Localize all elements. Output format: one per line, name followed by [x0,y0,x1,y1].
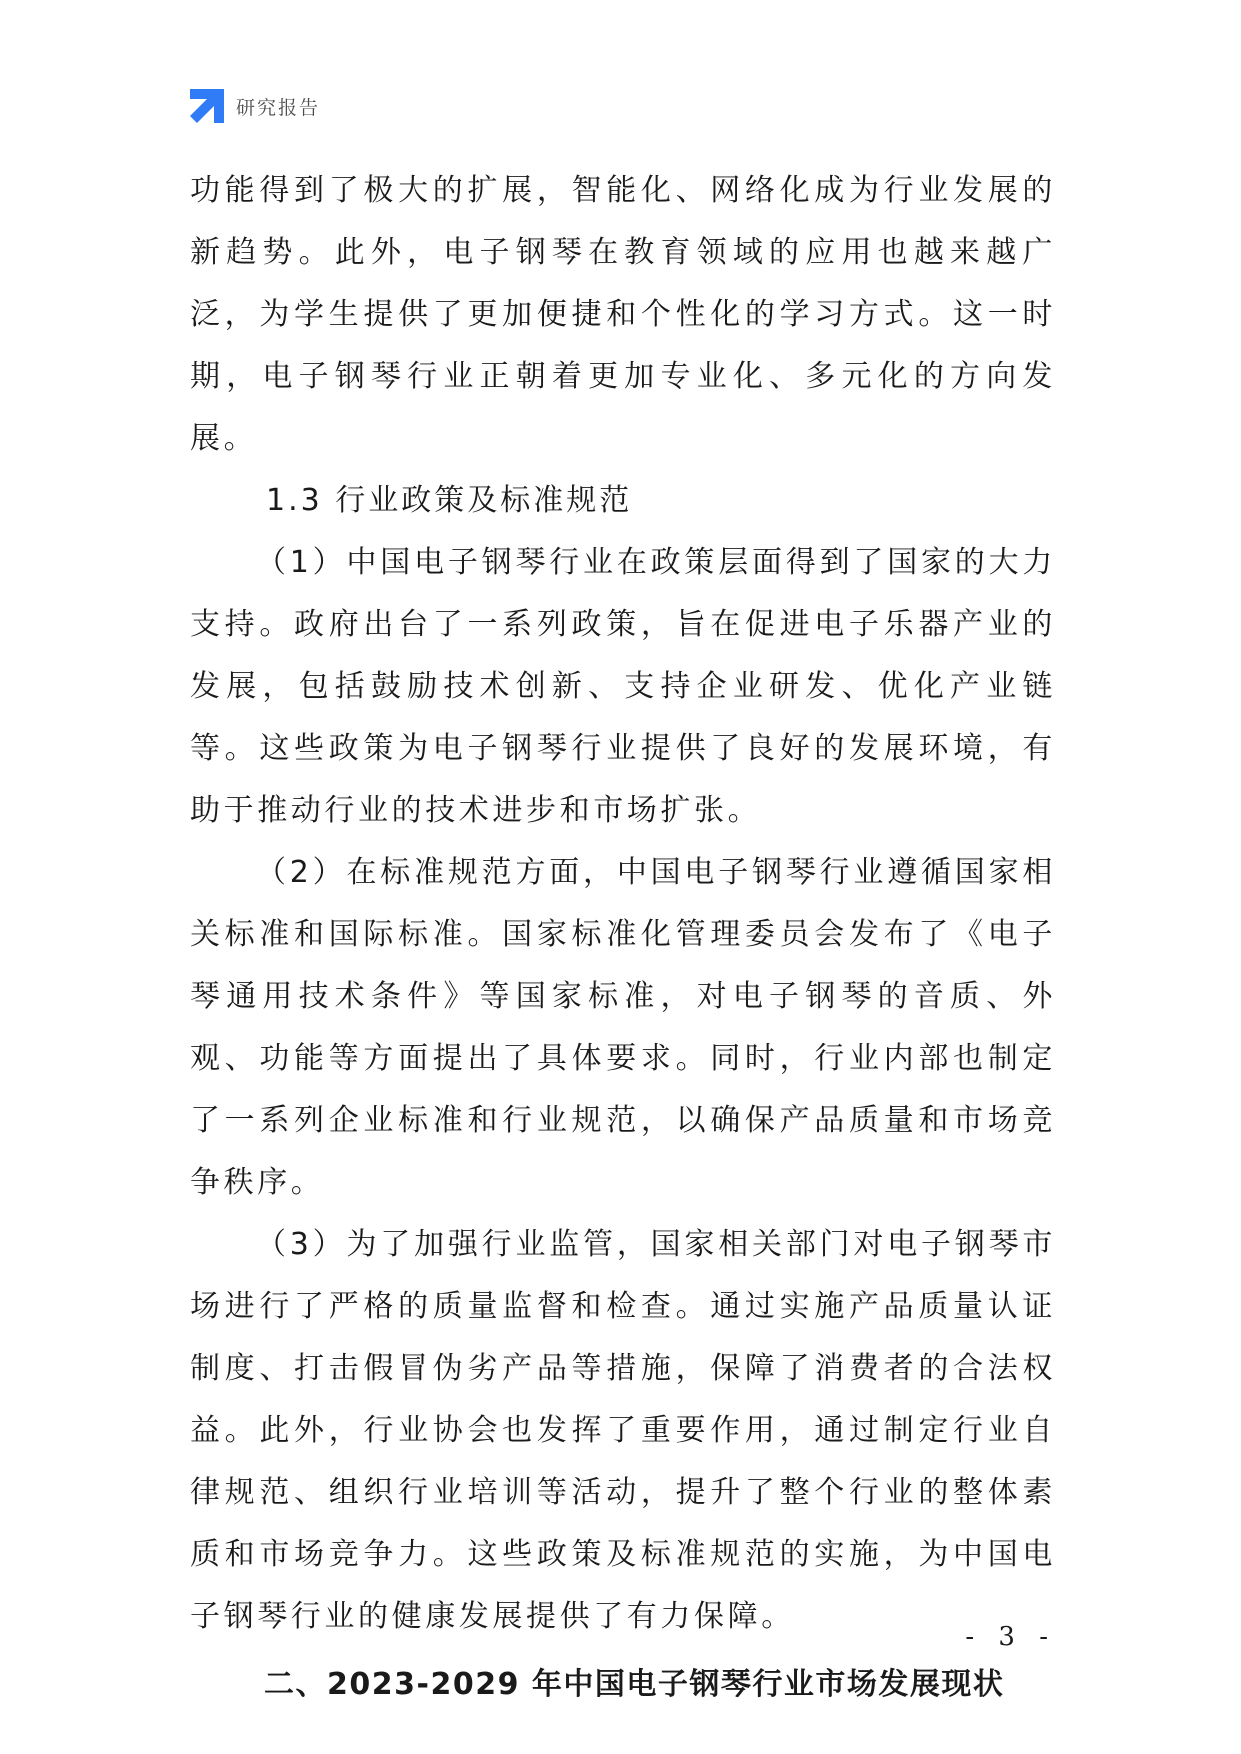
header-title: 研究报告 [236,96,321,119]
subsection-heading-1-3: 1.3 行业政策及标准规范 [266,483,633,518]
paragraph-policy-3: （3）为了加强行业监管，国家相关部门对电子钢琴市场进行了严格的质量监督和检查。通过实施产品质量认证制度、打击假冒伪劣产品等措施，保障了消费者的合法权益。此外，行业协会也发挥了重要作用，通过制定行业自律规范、组织行业培训等活动，提升了整个行业的整体素质和市场竞争力。这些政策及标准规范的实施，为中国电子钢琴行业的健康发展提供了有力保障。 [190,1227,1056,1634]
section-heading-2: 二、2023-2029 年中国电子钢琴行业市场发展现状 [264,1667,1005,1702]
page-number: - 3 - [965,1622,1056,1652]
paragraph-policy-1: （1）中国电子钢琴行业在政策层面得到了国家的大力支持。政府出台了一系列政策，旨在促进电子乐器产业的发展，包括鼓励技术创新、支持企业研发、优化产业链等。这些政策为电子钢琴行业提供了良好的发展环境，有助于推动行业的技术进步和市场扩张。 [190,545,1056,828]
paragraph-continuation: 功能得到了极大的扩展，智能化、网络化成为行业发展的新趋势。此外，电子钢琴在教育领域的应用也越来越广泛，为学生提供了更加便捷和个性化的学习方式。这一时期，电子钢琴行业正朝着更加专业化、多元化的方向发展。 [190,173,1056,456]
paragraph-policy-2: （2）在标准规范方面，中国电子钢琴行业遵循国家相关标准和国际标准。国家标准化管理委员会发布了《电子琴通用技术条件》等国家标准，对电子钢琴的音质、外观、功能等方面提出了具体要求。同时，行业内部也制定了一系列企业标准和行业规范，以确保产品质量和市场竞争秩序。 [190,855,1056,1200]
page-header [190,88,320,124]
arrow-logo-icon [190,89,224,123]
document-body [190,160,1056,1716]
